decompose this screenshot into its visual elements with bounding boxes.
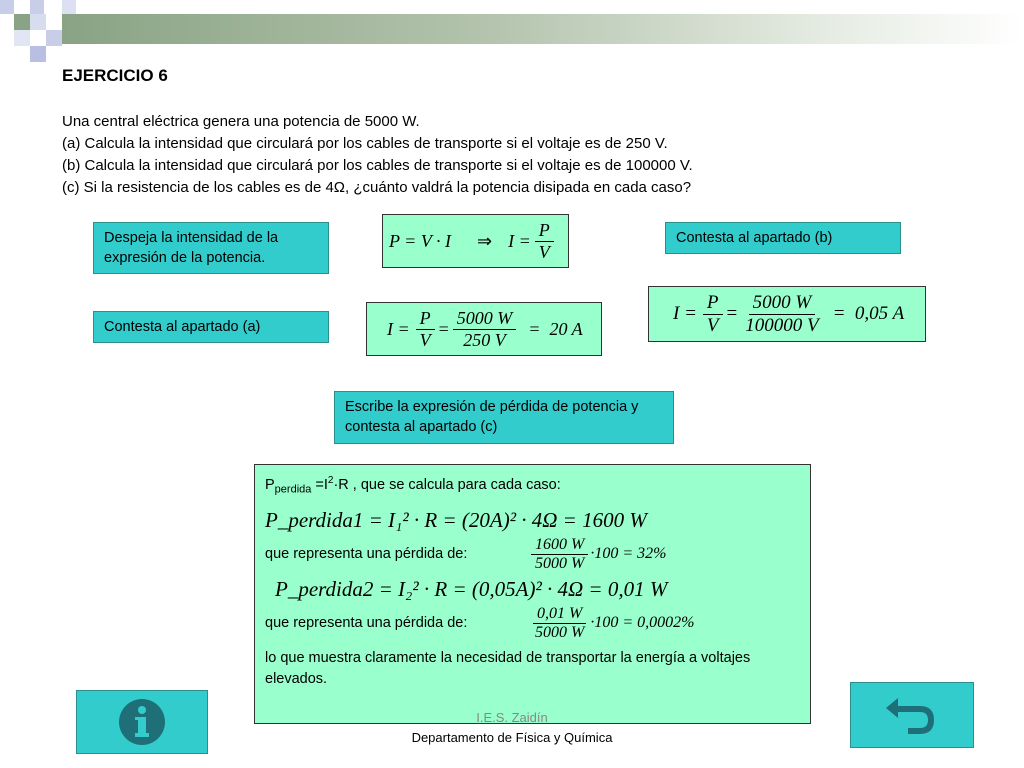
equals-sign: = xyxy=(726,303,738,324)
intro-p: P xyxy=(265,476,275,493)
formula-result: = 0,05 A xyxy=(832,303,905,324)
footer-school: I.E.S. Zaidín xyxy=(476,710,548,725)
formula-result: = 20 A xyxy=(528,318,583,339)
loss-percent-row-2 xyxy=(265,605,800,642)
formula-lhs: I = xyxy=(673,303,697,324)
footer-department: Departamento de Física y Química xyxy=(411,730,613,745)
return-button[interactable] xyxy=(850,682,974,748)
decorative-square xyxy=(14,14,30,30)
formula-rhs: I = xyxy=(508,230,531,251)
formula-box-a xyxy=(366,302,602,356)
fraction xyxy=(535,220,554,263)
loss-equation-1: P_perdida1 = I₁² · R = (20A)² · 4Ω = 1600 W xyxy=(265,507,647,532)
denominator: 5000 W xyxy=(535,623,585,641)
loss-label-1: que representa una pérdida de: xyxy=(265,546,468,563)
problem-line: (c) Si la resistencia de los cables es de 4Ω, ¿cuánto valdrá la potencia disipada en cada caso? xyxy=(62,179,692,196)
loss-percent-1: ·100 = 32% xyxy=(590,545,667,563)
page-title: EJERCICIO 6 xyxy=(62,66,168,85)
numerator: 1600 W xyxy=(531,536,588,555)
header-gradient-bar xyxy=(62,14,1024,44)
denominator: 250 V xyxy=(463,329,506,350)
instruction-box-escribe-c: Escribe la expresión de pérdida de potencia y contesta al apartado (c) xyxy=(334,391,674,444)
formula-lhs: P = V · I xyxy=(389,230,451,251)
fraction xyxy=(453,308,517,351)
info-icon xyxy=(117,697,167,747)
return-arrow-icon xyxy=(882,692,942,738)
problem-line: (b) Calcula la intensidad que circulará por los cables de transporte si el voltaje es de 100000 V. xyxy=(62,157,693,174)
denominator: V xyxy=(419,329,431,350)
decorative-square xyxy=(62,0,76,14)
fraction xyxy=(703,292,723,337)
decorative-square xyxy=(30,14,46,30)
info-button[interactable] xyxy=(76,690,208,754)
decorative-square xyxy=(0,0,14,14)
problem-statement xyxy=(62,111,693,199)
denominator: 100000 V xyxy=(745,314,819,336)
fraction xyxy=(416,308,435,351)
formula-box-despeje xyxy=(382,214,569,268)
instruction-box-contesta-b: Contesta al apartado (b) xyxy=(665,222,901,254)
fraction xyxy=(531,605,588,642)
denominator: 5000 W xyxy=(535,554,585,572)
equals-sign: = xyxy=(438,318,449,339)
loss-percent-row-1 xyxy=(265,536,800,573)
fraction xyxy=(531,536,588,573)
decorative-square xyxy=(14,30,30,46)
loss-equation-2: P_perdida2 = I₂² · R = (0,05A)² · 4Ω = 0,01 W xyxy=(275,576,668,601)
denominator: V xyxy=(706,314,719,336)
numerator: P xyxy=(703,292,723,315)
fraction xyxy=(741,292,822,337)
numerator: P xyxy=(535,220,554,242)
intro-subscript: perdida xyxy=(274,483,312,496)
loss-label-2: que representa una pérdida de: xyxy=(265,615,468,632)
loss-calculation-box xyxy=(254,464,811,724)
instruction-box-contesta-a: Contesta al apartado (a) xyxy=(93,311,329,343)
numerator: P xyxy=(416,308,435,330)
loss-intro xyxy=(265,471,800,500)
loss-percent-2: ·100 = 0,0002% xyxy=(590,614,695,632)
numerator: 5000 W xyxy=(749,292,816,315)
instruction-box-despeja: Despeja la intensidad de la expresión de la potencia. xyxy=(93,222,329,274)
decorative-square xyxy=(46,30,62,46)
numerator: 5000 W xyxy=(453,308,517,330)
problem-line: Una central eléctrica genera una potencia de 5000 W. xyxy=(62,113,420,130)
loss-conclusion: lo que muestra claramente la necesidad de transportar la energía a voltajes elevados. xyxy=(265,649,751,687)
numerator: 0,01 W xyxy=(533,605,586,624)
intro-superscript: 2 xyxy=(327,475,334,486)
problem-line: (a) Calcula la intensidad que circulará por los cables de transporte si el voltaje es de 250 V. xyxy=(62,135,668,152)
decorative-square xyxy=(30,0,44,14)
denominator: V xyxy=(538,241,550,262)
formula-box-b xyxy=(648,286,926,342)
implies-arrow-icon: ⇒ xyxy=(476,230,493,251)
intro-rest: ·R , que se calcula para cada caso: xyxy=(333,476,561,493)
decorative-square xyxy=(30,46,46,62)
intro-eq: =I xyxy=(311,476,328,493)
formula-lhs: I = xyxy=(387,318,410,339)
